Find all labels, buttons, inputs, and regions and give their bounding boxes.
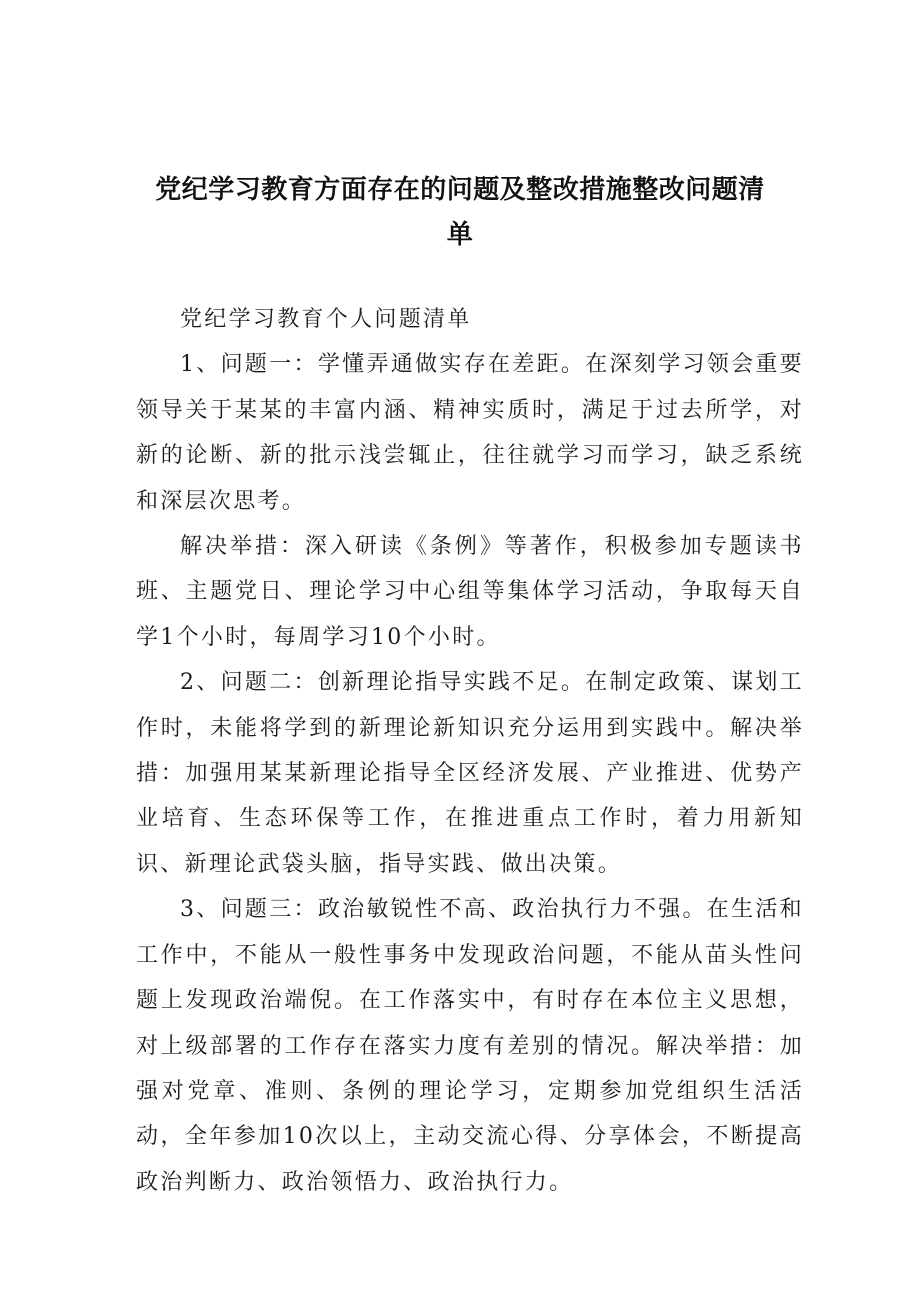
section-subheading: 党纪学习教育个人问题清单	[180, 307, 472, 332]
document-title-line-1: 党纪学习教育方面存在的问题及整改措施整改问题清	[155, 175, 765, 205]
paragraph-problem-3: 3、问题三：政治敏锐性不高、政治执行力不强。在生活和工作中，不能从一般性事务中发现政治问题，不能从苗头性问题上发现政治端倪。在工作落实中，有时存在本位主义思想，对上级部署的工作存在落实力度有差别的情况。解决举措：加强对党章、准则、条例的理论学习，定期参加党组织生活活动，全年参加10次以上，主动交流心得、分享体会，不断提高政治判断力、政治领悟力、政治执行力。	[136, 897, 804, 1195]
paragraph-solution-1: 解决举措：深入研读《条例》等著作，积极参加专题读书班、主题党日、理论学习中心组等集体学习活动，争取每天自学1个小时，每周学习10个小时。	[136, 534, 804, 650]
paragraph-problem-1: 1、问题一：学懂弄通做实存在差距。在深刻学习领会重要领导关于某某的丰富内涵、精神实质时，满足于过去所学，对新的论断、新的批示浅尝辄止，往往就学习而学习，缺乏系统和深层次思考。	[136, 352, 804, 514]
document-title-line-2: 单	[446, 220, 474, 250]
document-body	[136, 297, 804, 1205]
paragraph-problem-2: 2、问题二：创新理论指导实践不足。在制定政策、谋划工作时，未能将学到的新理论新知识充分运用到实践中。解决举措：加强用某某新理论指导全区经济发展、产业推进、优势产业培育、生态环保等工作，在推进重点工作时，着力用新知识、新理论武袋头脑，指导实践、做出决策。	[136, 670, 804, 877]
document-title	[130, 168, 790, 258]
